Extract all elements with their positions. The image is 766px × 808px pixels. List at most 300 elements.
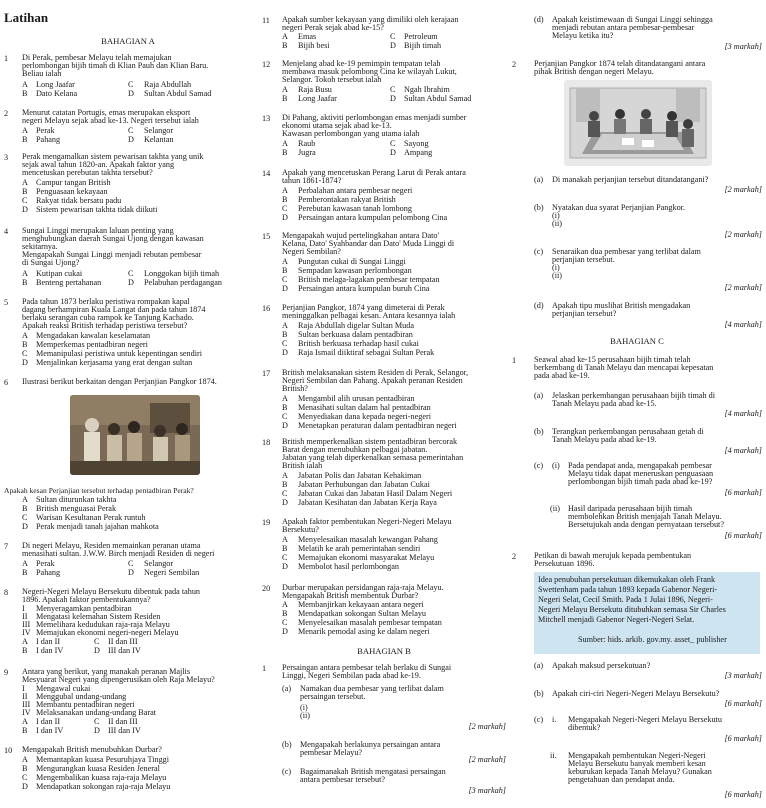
option-letter: D bbox=[282, 498, 288, 507]
option-text: Mengambil alih urusan pentadbiran bbox=[298, 394, 415, 403]
question-text: sejak awal tahun 1820-an. Apakah faktor yang bbox=[22, 160, 175, 169]
subpart-text: perjanjian tersebut. bbox=[552, 255, 615, 264]
option-text: Mengadakan kawalan keselamatan bbox=[36, 331, 151, 340]
option-letter: B bbox=[282, 403, 288, 412]
option-letter: D bbox=[22, 358, 28, 367]
question-text: berkembang di Tanah Melayu dan mencapai kepesatan bbox=[534, 363, 714, 372]
section-b-heading: BAHAGIAN B bbox=[357, 646, 411, 656]
source-text: Mitchell menjadi Gabenor Negeri-Negeri Selat. bbox=[538, 615, 695, 624]
option-text: Memperkemas pentadbiran negeri bbox=[36, 340, 148, 349]
option-text: Perbalahan antara pembesar negeri bbox=[298, 186, 413, 195]
option-text: Longgokan bijih timah bbox=[144, 269, 220, 278]
option-text: Menyelesaikan masalah kewangan Pahang bbox=[298, 535, 438, 544]
option-letter: D bbox=[94, 726, 100, 735]
option-letter: B bbox=[22, 187, 28, 196]
option-text: II dan III bbox=[108, 637, 138, 646]
question-text: menasihati sultan. J.W.W. Birch menjadi Residen di negeri bbox=[22, 549, 215, 558]
question-number: 11 bbox=[262, 16, 270, 25]
item-text: Menggubal undang-undang bbox=[36, 692, 127, 701]
option-text: British menguasai Perak bbox=[36, 504, 117, 513]
marks-label: [2 markah] bbox=[724, 185, 762, 194]
question-text: Sungai Linggi merupakan laluan penting yang bbox=[22, 226, 174, 235]
option-text: Sultan Abdul Samad bbox=[144, 89, 212, 98]
question-text: Antara yang berikut, yang manakah peranan Majlis bbox=[22, 667, 191, 676]
option-letter: D bbox=[282, 562, 288, 571]
question-text: Negeri-Negeri Melayu Bersekutu dibentuk pada tahun bbox=[22, 587, 201, 596]
question-text: Di Perak, pembesar Melayu telah memajukan bbox=[22, 53, 172, 62]
option-letter: B bbox=[282, 330, 288, 339]
marks-label: [6 markah] bbox=[724, 734, 762, 743]
option-letter: D bbox=[282, 213, 288, 222]
question-text: Apakah reaksi British terhadap peristiwa tersebut? bbox=[22, 321, 188, 330]
marks-label: [4 markah] bbox=[724, 446, 762, 455]
answer-line-label: (ii) bbox=[300, 711, 311, 720]
option-letter: B bbox=[282, 195, 288, 204]
subpart-label: (c) bbox=[534, 247, 544, 256]
option-text: Emas bbox=[298, 32, 317, 41]
item-text: Membantu pentadbiran negeri bbox=[36, 700, 135, 709]
subpart-label: (d) bbox=[534, 15, 544, 24]
option-text: Bijih timah bbox=[404, 41, 442, 50]
option-text: Persaingan antara kumpulan buruh Cina bbox=[298, 284, 430, 293]
option-text: III dan IV bbox=[108, 646, 141, 655]
option-letter: B bbox=[22, 726, 28, 735]
subpart-text: Tanah Melayu pada abad ke-15. bbox=[552, 399, 657, 408]
option-letter: B bbox=[22, 504, 28, 513]
option-letter: D bbox=[22, 522, 28, 531]
subpart-text: Jelaskan perkembangan perusahaan bijih timah di bbox=[552, 391, 716, 400]
option-text: I dan IV bbox=[36, 646, 64, 655]
option-letter: D bbox=[282, 284, 288, 293]
option-letter: C bbox=[390, 32, 396, 41]
option-letter: B bbox=[22, 568, 28, 577]
subpart-label: (a) bbox=[282, 684, 292, 693]
option-letter: D bbox=[390, 148, 396, 157]
subpart-text: menjadi rebutan antara pembesar-pembesar bbox=[552, 23, 695, 32]
subpart-text: Senaraikan dua pembesar yang terlibat dalam bbox=[552, 247, 701, 256]
question-text: Negeri Sembilan dan Pahang. Apakah peranan Residen bbox=[282, 376, 463, 385]
option-text: Jabatan Polis dan Jabatan Kehakiman bbox=[298, 471, 422, 480]
question-text: Selangor. Tokoh tersebut ialah bbox=[282, 75, 382, 84]
option-text: Selangor bbox=[144, 126, 174, 135]
question-text: Persaingan antara pembesar telah berlaku di Sungai bbox=[282, 663, 452, 672]
item-text: Memajukan ekonomi negeri-negeri Melayu bbox=[36, 628, 179, 637]
option-letter: A bbox=[282, 394, 288, 403]
subpart-text: Apakah maksud persekutuan? bbox=[552, 661, 651, 670]
question-text: tahun 1861-1874? bbox=[282, 176, 342, 185]
option-text: Perak menjadi tanah jajahan mahkota bbox=[36, 522, 159, 531]
option-letter: A bbox=[22, 269, 28, 278]
marks-label: [6 markah] bbox=[724, 488, 762, 497]
question-text: Kawasan perlombongan yang utama ialah bbox=[282, 129, 420, 138]
treaty-signing-illustration-icon bbox=[564, 80, 712, 166]
option-text: Perak bbox=[36, 126, 55, 135]
option-letter: C bbox=[22, 196, 28, 205]
item-text: Melaksanakan undang-undang Barat bbox=[36, 708, 157, 717]
option-text: Negeri Sembilan bbox=[144, 568, 200, 577]
option-letter: A bbox=[22, 126, 28, 135]
option-letter: A bbox=[22, 80, 28, 89]
item-numeral: IV bbox=[22, 708, 31, 717]
option-letter: D bbox=[282, 627, 288, 636]
option-letter: A bbox=[282, 85, 288, 94]
marks-label: [3 markah] bbox=[724, 671, 762, 680]
option-text: Pelabuhan perdagangan bbox=[144, 278, 222, 287]
item-numeral: III bbox=[22, 620, 31, 629]
option-text: Campur tangan British bbox=[36, 178, 111, 187]
option-text: Pemberontakan rakyat British bbox=[298, 195, 396, 204]
question-number: 19 bbox=[262, 518, 271, 527]
marks-label: [3 markah] bbox=[468, 786, 506, 795]
option-letter: C bbox=[128, 559, 134, 568]
item-text: Mengatasi kelemahan Sistem Residen bbox=[36, 612, 161, 621]
option-text: Memanipulasi peristiwa untuk kepentingan sendiri bbox=[36, 349, 202, 358]
option-letter: C bbox=[282, 553, 288, 562]
question-text: 1896. Apakah faktor pembentukannya? bbox=[22, 595, 151, 604]
question-text: ekonomi utama sejak abad ke-13. bbox=[282, 121, 392, 130]
question-text: Di Pahang, aktiviti perlombongan emas menjadi sumber bbox=[282, 113, 467, 122]
question-number: 15 bbox=[262, 232, 271, 241]
question-text: Mengapakah wujud pertelingkahan antara Dato' bbox=[282, 231, 439, 240]
option-letter: C bbox=[282, 204, 288, 213]
subpart-label: (c) bbox=[282, 767, 292, 776]
option-text: Menasihati sultan dalam hal pentadbiran bbox=[298, 403, 431, 412]
option-text: Pahang bbox=[36, 135, 61, 144]
question-text: di Sungai Ujong? bbox=[22, 258, 80, 267]
option-letter: D bbox=[22, 205, 28, 214]
option-text: Kelantan bbox=[144, 135, 174, 144]
illustration-photo bbox=[70, 395, 200, 475]
section-a-heading: BAHAGIAN A bbox=[101, 36, 155, 46]
option-text: Memantapkan kuasa Pesuruhjaya Tinggi bbox=[36, 755, 170, 764]
question-text: Mengapakah Sungai Linggi menjadi rebutan pembesar bbox=[22, 250, 202, 259]
option-letter: C bbox=[94, 637, 100, 646]
option-letter: D bbox=[128, 89, 134, 98]
option-letter: C bbox=[128, 126, 134, 135]
option-text: Raja Abdullah bbox=[144, 80, 192, 89]
answer-line-label: (i) bbox=[300, 703, 308, 712]
option-letter: A bbox=[282, 139, 288, 148]
marks-label: [6 markah] bbox=[724, 531, 762, 540]
option-letter: D bbox=[94, 646, 100, 655]
item-numeral: I bbox=[22, 684, 25, 693]
option-text: Mengembalikan kuasa raja-raja Melayu bbox=[36, 773, 167, 782]
source-credit: Sumber: hids. arkib. gov.my. asset_ publisher bbox=[578, 635, 727, 644]
option-text: Menjalinkan kerjasama yang erat dengan sultan bbox=[36, 358, 193, 367]
subpart-label: (c) bbox=[534, 715, 544, 724]
question-text: Barat dengan menubuhkan pelbagai jabatan. bbox=[282, 445, 428, 454]
question-text: Seawal abad ke-15 perusahaan bijih timah telah bbox=[534, 355, 691, 364]
subpart-text: Di manakah perjanjian tersebut ditandatangani? bbox=[552, 175, 709, 184]
question-text: Menjelang abad ke-19 pemimpin tempatan telah bbox=[282, 59, 441, 68]
item-numeral: III bbox=[22, 700, 31, 709]
pangkor-photo-icon bbox=[70, 395, 200, 475]
option-text: Dato Kelana bbox=[36, 89, 78, 98]
subpart-label: (a) bbox=[534, 391, 544, 400]
question-text: pihak British dengan negeri Melayu. bbox=[534, 67, 654, 76]
option-letter: A bbox=[282, 471, 288, 480]
question-text: mencetuskan perebutan takhta tersebut? bbox=[22, 168, 153, 177]
subpart-label: (b) bbox=[534, 427, 544, 436]
question-text: British ialah bbox=[282, 461, 323, 470]
option-letter: D bbox=[128, 568, 134, 577]
option-text: British melaga-lagakan pembesar tempatan bbox=[298, 275, 440, 284]
question-text: British? bbox=[282, 384, 308, 393]
option-text: Kutipan cukai bbox=[36, 269, 83, 278]
subpart-text: Namakan dua pembesar yang terlibat dalam bbox=[300, 684, 444, 693]
subpart-label: (a) bbox=[534, 661, 544, 670]
marks-label: [2 markah] bbox=[724, 283, 762, 292]
question-number: 18 bbox=[262, 438, 271, 447]
option-letter: A bbox=[22, 755, 28, 764]
question-text: Pada tahun 1873 berlaku peristiwa rompakan kapal bbox=[22, 297, 190, 306]
answer-line-label: (i) bbox=[552, 263, 560, 272]
subpart-text: Melayu tidak dapat meneruskan penguasaan bbox=[568, 469, 714, 478]
option-text: Mengurangkan kuasa Residen Jeneral bbox=[36, 764, 160, 773]
option-letter: A bbox=[22, 637, 28, 646]
question-text: Mengapakah British menubuhkan Durbar? bbox=[22, 745, 162, 754]
option-letter: B bbox=[282, 480, 288, 489]
subpart-text: Mengapakah Negeri-Negeri Melayu Bersekutu bbox=[568, 715, 722, 724]
question-text: British memperkenalkan sistem pentadbiran bercorak bbox=[282, 437, 458, 446]
subpart-text: Bagaimanakah British mengatasi persaingan bbox=[300, 767, 446, 776]
question-text: Apakah yang mencetuskan Perang Larut di Perak antara bbox=[282, 168, 466, 177]
question-number: 8 bbox=[4, 588, 9, 597]
question-number: 2 bbox=[512, 552, 517, 561]
question-number: 2 bbox=[4, 109, 9, 118]
option-text: Benteng pertahanan bbox=[36, 278, 102, 287]
option-text: Long Jaafar bbox=[36, 80, 75, 89]
option-letter: C bbox=[282, 339, 288, 348]
item-numeral: IV bbox=[22, 628, 31, 637]
option-text: Melatih ke arah pemerintahan sendiri bbox=[298, 544, 421, 553]
option-text: Menetapkan peraturan dalam pentadbiran negeri bbox=[298, 421, 457, 430]
question-number: 17 bbox=[262, 369, 271, 378]
option-text: Perebutan kawasan tanah lombong bbox=[298, 204, 412, 213]
question-text: Apakah sumber kekayaan yang dimiliki oleh kerajaan bbox=[282, 15, 459, 24]
question-text: Persekutuan 1896. bbox=[534, 559, 595, 568]
option-letter: C bbox=[390, 85, 396, 94]
question-number: 12 bbox=[262, 60, 271, 69]
question-number: 1 bbox=[4, 54, 9, 63]
item-text: Memelihara kedudukan raja-raja Melayu bbox=[36, 620, 170, 629]
subpart-text: Mengapakah pembentukan Negeri-Negeri bbox=[568, 751, 706, 760]
option-letter: C bbox=[22, 773, 28, 782]
question-text: meninggalkan pelbagai kesan. Antara kesannya ialah bbox=[282, 311, 456, 320]
option-letter: C bbox=[282, 275, 288, 284]
option-text: Membolot hasil perlombongan bbox=[298, 562, 399, 571]
option-text: Ampang bbox=[404, 148, 433, 157]
marks-label: [4 markah] bbox=[724, 320, 762, 329]
option-text: I dan II bbox=[36, 717, 61, 726]
subpart-text: keburukan kepada Tanah Melayu? Gunakan bbox=[568, 767, 712, 776]
option-text: Raja Ismail diiktiraf sebagai Sultan Perak bbox=[298, 348, 435, 357]
question-text: Durbar merupakan persidangan raja-raja Melayu. bbox=[282, 583, 444, 592]
option-text: III dan IV bbox=[108, 726, 141, 735]
option-letter: A bbox=[22, 717, 28, 726]
option-letter: A bbox=[282, 186, 288, 195]
option-text: Selangor bbox=[144, 559, 174, 568]
option-text: Ngah Ibrahim bbox=[404, 85, 450, 94]
subpart-label: ii. bbox=[550, 751, 557, 760]
question-text: British melaksanakan sistem Residen di Perak, Selangor, bbox=[282, 368, 469, 377]
question-number: 2 bbox=[512, 60, 517, 69]
marks-label: [2 markah] bbox=[468, 755, 506, 764]
subpart-text: Pada pendapat anda, mengapakah pembesar bbox=[568, 461, 712, 470]
option-text: Rakyat tidak bersatu padu bbox=[36, 196, 122, 205]
option-text: Raja Abdullah digelar Sultan Muda bbox=[298, 321, 414, 330]
subpart-text: Hasil daripada perusahaan bijih timah bbox=[568, 504, 693, 513]
option-text: Jabatan Perhubungan dan Jabatan Cukai bbox=[298, 480, 430, 489]
question-text: Kelana, Dato' Syahbandar dan Dato' Muda Linggi di bbox=[282, 239, 455, 248]
subpart-text: pengetahuan dan pendapat anda. bbox=[568, 775, 675, 784]
source-text: Negeri Melayu Bersekutu ditubuhkan semasa Sir Charles bbox=[538, 605, 726, 614]
item-text: Menyeragamkan pentadbiran bbox=[36, 604, 132, 613]
option-letter: B bbox=[22, 340, 28, 349]
question-text: negeri Perak sejak abad ke-15? bbox=[282, 23, 384, 32]
subpart-text: Nyatakan dua syarat Perjanjian Pangkor. bbox=[552, 203, 686, 212]
subpart-label: (b) bbox=[534, 689, 544, 698]
question-number: 14 bbox=[262, 169, 271, 178]
answer-line-label: (ii) bbox=[552, 219, 563, 228]
question-text: Petikan di bawah merujuk kepada pembentukan bbox=[534, 551, 692, 560]
subpart-text: Apakah tipu muslihat British mengadakan bbox=[552, 301, 691, 310]
option-letter: A bbox=[282, 535, 288, 544]
subpart-label: (d) bbox=[534, 301, 544, 310]
option-letter: B bbox=[22, 89, 28, 98]
question-text: Perak mengamalkan sistem pewarisan takhta yang unik bbox=[22, 152, 204, 161]
option-text: Pungutan cukai di Sungai Linggi bbox=[298, 257, 406, 266]
item-text: Mengawal cukai bbox=[36, 684, 91, 693]
option-letter: A bbox=[22, 178, 28, 187]
option-text: Jugra bbox=[298, 148, 316, 157]
answer-line-label: (i) bbox=[552, 211, 560, 220]
question-number: 4 bbox=[4, 227, 9, 236]
subpart-text: Tanah Melayu pada abad ke-19. bbox=[552, 435, 657, 444]
subpart-text: Bersetujukah anda dengan pernyataan tersebut? bbox=[568, 520, 724, 529]
question-number: 13 bbox=[262, 114, 271, 123]
question-number: 6 bbox=[4, 378, 9, 387]
option-text: Warisan Kesultanan Perak runtuh bbox=[36, 513, 146, 522]
pangkor-illustration bbox=[564, 80, 712, 166]
option-text: Petroleum bbox=[404, 32, 438, 41]
option-letter: B bbox=[22, 646, 28, 655]
question-text: Apakah kesan Perjanjian tersebut terhadap pentadbiran Perak? bbox=[4, 486, 194, 495]
subpart-text: membolehkan British menjajah Tanah Melayu. bbox=[568, 512, 722, 521]
option-letter: A bbox=[282, 321, 288, 330]
answer-line-label: (ii) bbox=[552, 271, 563, 280]
option-text: Sempadan kawasan perlombongan bbox=[298, 266, 412, 275]
option-letter: A bbox=[282, 600, 288, 609]
question-text: dagang berhampiran Kuala Langat dan pada tahun 1874 bbox=[22, 305, 206, 314]
option-letter: D bbox=[390, 41, 396, 50]
page-title: Latihan bbox=[4, 10, 49, 25]
subpart-label: (a) bbox=[534, 175, 544, 184]
item-numeral: I bbox=[22, 604, 25, 613]
subpart-label: i. bbox=[552, 715, 557, 724]
option-letter: A bbox=[22, 559, 28, 568]
subpart-text: Terangkan perkembangan perusahaan getah di bbox=[552, 427, 704, 436]
option-letter: C bbox=[282, 489, 288, 498]
question-text: Di negeri Melayu, Residen memainkan peranan utama bbox=[22, 541, 201, 550]
option-text: Mendapatkan sokongan Sultan Melayu bbox=[298, 609, 427, 618]
subpart-label: (b) bbox=[282, 740, 292, 749]
section-c-heading: BAHAGIAN C bbox=[610, 336, 664, 346]
question-text: sekitarnya. bbox=[22, 242, 58, 251]
option-letter: C bbox=[128, 80, 134, 89]
question-text: Menurut catatan Portugis, emas merupakan eksport bbox=[22, 108, 191, 117]
subpart-text: antara pembesar tersebut? bbox=[300, 775, 386, 784]
question-number: 10 bbox=[4, 746, 13, 755]
question-text: negeri Melayu sejak abad ke-13. Negeri tersebut ialah bbox=[22, 116, 199, 125]
option-text: British berkuasa terhadap hasil cukai bbox=[298, 339, 419, 348]
marks-label: [3 markah] bbox=[724, 42, 762, 51]
source-text: Negeri Selat, Cecil Smith. Pada 1 Julai 1896, Negeri- bbox=[538, 595, 713, 604]
option-text: Memajukan ekonomi masyarakat Melayu bbox=[298, 553, 435, 562]
subpart-text: Melayu ketika itu? bbox=[552, 31, 614, 40]
option-text: Persaingan antara kumpulan pelombong Cina bbox=[298, 213, 448, 222]
option-letter: A bbox=[282, 32, 288, 41]
marks-label: [2 markah] bbox=[724, 230, 762, 239]
question-text: Mesyuarat Negeri yang dipengerusikan oleh Raja Melayu? bbox=[22, 675, 215, 684]
subpart-text: dibentuk? bbox=[568, 723, 601, 732]
option-letter: B bbox=[282, 609, 288, 618]
question-number: 3 bbox=[4, 153, 9, 162]
item-numeral: II bbox=[22, 692, 28, 701]
question-number: 5 bbox=[4, 298, 9, 307]
question-number: 9 bbox=[4, 668, 9, 677]
question-text: Perjanjian Pangkor 1874 telah ditandatangani antara bbox=[534, 59, 706, 68]
option-letter: B bbox=[282, 148, 288, 157]
option-text: Membanjirkan kekayaan antara negeri bbox=[298, 600, 424, 609]
subpart-label: (c) bbox=[534, 461, 544, 470]
option-letter: C bbox=[282, 618, 288, 627]
option-text: Pahang bbox=[36, 568, 61, 577]
option-letter: A bbox=[22, 495, 28, 504]
question-text: Ilustrasi berikut berkaitan dengan Perjanjian Pangkor 1874. bbox=[22, 377, 217, 386]
subpart-text: Melayu Bersekutu banyak memberi kesan bbox=[568, 759, 706, 768]
option-letter: D bbox=[128, 278, 134, 287]
option-letter: D bbox=[22, 782, 28, 791]
option-letter: D bbox=[128, 135, 134, 144]
question-text: Mengapakah British membentuk Durbar? bbox=[282, 591, 419, 600]
option-letter: D bbox=[282, 348, 288, 357]
question-text: Negeri Sembilan? bbox=[282, 247, 341, 256]
question-text: Bersekutu? bbox=[282, 525, 319, 534]
option-text: I dan II bbox=[36, 637, 61, 646]
option-letter: B bbox=[282, 266, 288, 275]
option-text: Sistem pewarisan takhta tidak diikuti bbox=[36, 205, 158, 214]
question-text: berlaku serangan cuba rampok ke Tanjung Kachado. bbox=[22, 313, 194, 322]
question-text: Jabatan yang telah diperkenalkan semasa pemerintahan bbox=[282, 453, 464, 462]
option-letter: B bbox=[282, 41, 288, 50]
option-text: Sayong bbox=[404, 139, 429, 148]
option-text: Raja Busu bbox=[298, 85, 332, 94]
subpart-label: (b) bbox=[534, 203, 544, 212]
option-letter: D bbox=[390, 94, 396, 103]
marks-label: [6 markah] bbox=[724, 699, 762, 708]
question-text: perlombongan bijih timah di Klian Pauh dan Klian Baru. bbox=[22, 61, 209, 70]
question-text: Beliau ialah bbox=[22, 69, 62, 78]
option-text: Menarik pemodal asing ke dalam negeri bbox=[298, 627, 430, 636]
option-text: Long Jaafar bbox=[298, 94, 337, 103]
subpart-text: Apakah ciri-ciri Negeri-Negeri Melayu Bersekutu? bbox=[552, 689, 720, 698]
option-letter: B bbox=[282, 94, 288, 103]
option-text: Sultan Abdul Samad bbox=[404, 94, 472, 103]
question-text: Apakah faktor pembentukan Negeri-Negeri Melayu bbox=[282, 517, 452, 526]
option-letter: B bbox=[22, 764, 28, 773]
question-number: 16 bbox=[262, 304, 271, 313]
